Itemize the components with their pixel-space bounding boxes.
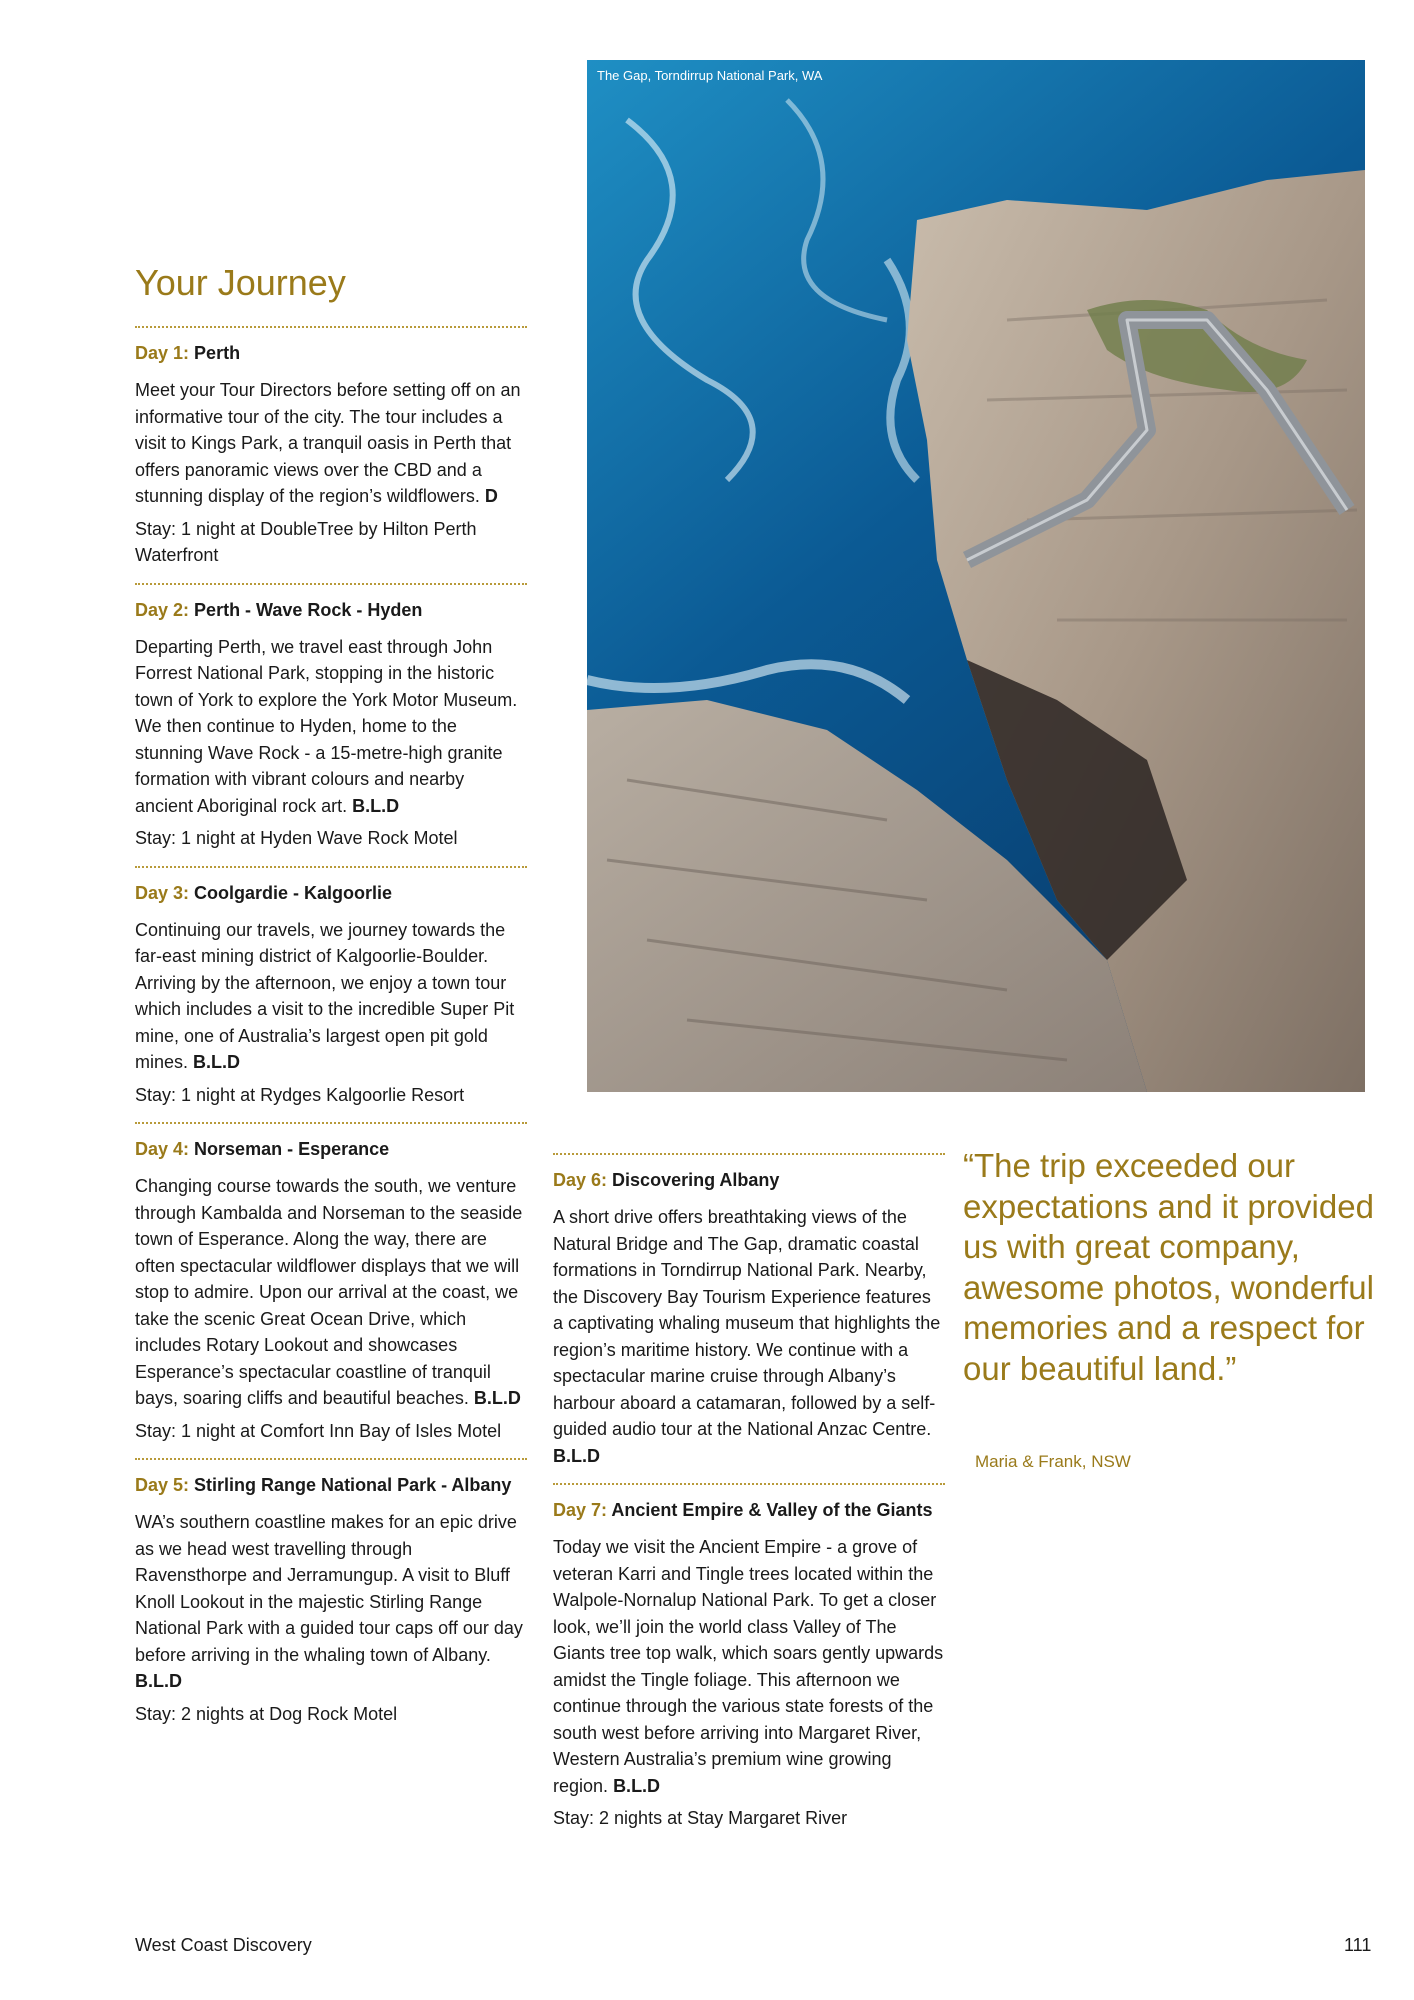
day-body: A short drive offers breathtaking views of the Natural Bridge and The Gap, dramatic coastal formations in Torndirrup National Park. Nearby, the Discovery Bay Tourism Experience features a captivating whaling museum that highlights the region’s maritime history. We continue with a spectacular marine cruise through Albany’s harbour aboard a catamaran, followed by a self-guided audio tour at the National Anzac Centre. (553, 1207, 941, 1439)
day-title: Norseman - Esperance (194, 1139, 390, 1159)
day-2 (135, 583, 527, 852)
photo-caption: The Gap, Torndirrup National Park, WA (597, 68, 823, 83)
stay-info: Stay: 2 nights at Dog Rock Motel (135, 1703, 398, 1724)
meals: B.L.D (135, 1671, 182, 1691)
day-4 (135, 1122, 527, 1444)
day-number: Day 2: (135, 599, 190, 620)
day-3 (135, 866, 527, 1109)
stay-info: Stay: 2 nights at Stay Margaret River (553, 1808, 848, 1828)
day-5 (135, 1458, 527, 1727)
day-title: Perth - Wave Rock - Hyden (194, 599, 423, 620)
meals: B.L.D (473, 1388, 521, 1408)
meals: B.L.D (613, 1775, 661, 1796)
photo-illustration (587, 60, 1365, 1092)
footer-title: West Coast Discovery (135, 1935, 312, 1955)
journey-heading: Your Journey (135, 262, 346, 303)
day-body: Meet your Tour Directors before setting off on an informative tour of the city. The tour includes a visit to Kings Park, a tranquil oasis in Perth that offers panoramic views over the CBD and a stunning display of the region’s wildflowers. (135, 380, 521, 506)
day-body: Today we visit the Ancient Empire - a grove of veteran Karri and Tingle trees located within the Walpole-Nornalup National Park. To get a closer look, we’ll join the world class Valley of The Giants tree top walk, which soars gently upwards amidst the Tingle foliage. This afternoon we continue through the various state forests of the south west before arriving into Margaret River, Western Australia’s premium wine growing region. (553, 1537, 944, 1796)
stay-info: Stay: 1 night at Hyden Wave Rock Motel (135, 828, 458, 848)
day-title: Stirling Range National Park - Albany (194, 1475, 512, 1495)
meals: B.L.D (553, 1445, 600, 1466)
day-title: Ancient Empire & Valley of the Giants (611, 1500, 933, 1520)
day-number: Day 3: (135, 882, 190, 903)
day-number: Day 5: (135, 1475, 190, 1495)
meals: D (484, 486, 498, 506)
day-body: Departing Perth, we travel east through John Forrest National Park, stopping in the historic town of York to explore the York Motor Museum. We then continue to Hyden, home to the stunning Wave Rock - a 15-metre-high granite formation with vibrant colours and nearby ancient Aboriginal rock art. (135, 636, 518, 816)
day-body: Changing course towards the south, we venture through Kambalda and Norseman to the seaside town of Esperance. Along the way, there are often spectacular wildflower displays that we will stop to admire. Upon our arrival at the coast, we take the scenic Great Ocean Drive, which includes Rotary Lookout and showcases Esperance’s spectacular coastline of tranquil bays, soaring cliffs and beautiful beaches. (135, 1176, 523, 1408)
page-number: 111 (1344, 1935, 1372, 1955)
day-title: Discovering Albany (612, 1170, 780, 1190)
meals: B.L.D (352, 795, 400, 816)
testimonial-quote: “The trip exceeded our expectations and it provided us with great company, awesome photos, wonderful memories and a respect for our beautiful land.” (963, 1147, 1374, 1387)
testimonial-attribution: Maria & Frank, NSW (975, 1452, 1131, 1471)
day-body: WA’s southern coastline makes for an epic drive as we head west travelling through Ravensthorpe and Jerramungup. A visit to Bluff Knoll Lookout in the majestic Stirling Range National Park with a guided tour caps off our day before arriving in the whaling town of Albany. (135, 1512, 523, 1665)
day-7 (553, 1483, 945, 1832)
day-number: Day 6: (553, 1170, 608, 1190)
day-title: Perth (194, 343, 241, 363)
day-number: Day 7: (553, 1500, 608, 1520)
coastal-cliff-photo (587, 60, 1365, 1092)
middle-column (553, 1153, 945, 1846)
stay-info: Stay: 1 night at Rydges Kalgoorlie Resort (135, 1084, 465, 1105)
stay-info: Stay: 1 night at Comfort Inn Bay of Isles Motel (135, 1420, 502, 1441)
left-column (135, 262, 527, 1741)
stay-info: Stay: 1 night at DoubleTree by Hilton Perth Waterfront (135, 518, 477, 565)
day-body: Continuing our travels, we journey towards the far-east mining district of Kalgoorlie-Boulder. Arriving by the afternoon, we enjoy a town tour which includes a visit to the incredible Super Pit mine, one of Australia’s largest open pit gold mines. (135, 919, 515, 1072)
day-6 (553, 1153, 945, 1469)
day-number: Day 4: (135, 1139, 190, 1159)
day-title: Coolgardie - Kalgoorlie (194, 882, 393, 903)
meals: B.L.D (193, 1052, 241, 1072)
day-1 (135, 326, 527, 569)
day-number: Day 1: (135, 343, 190, 363)
